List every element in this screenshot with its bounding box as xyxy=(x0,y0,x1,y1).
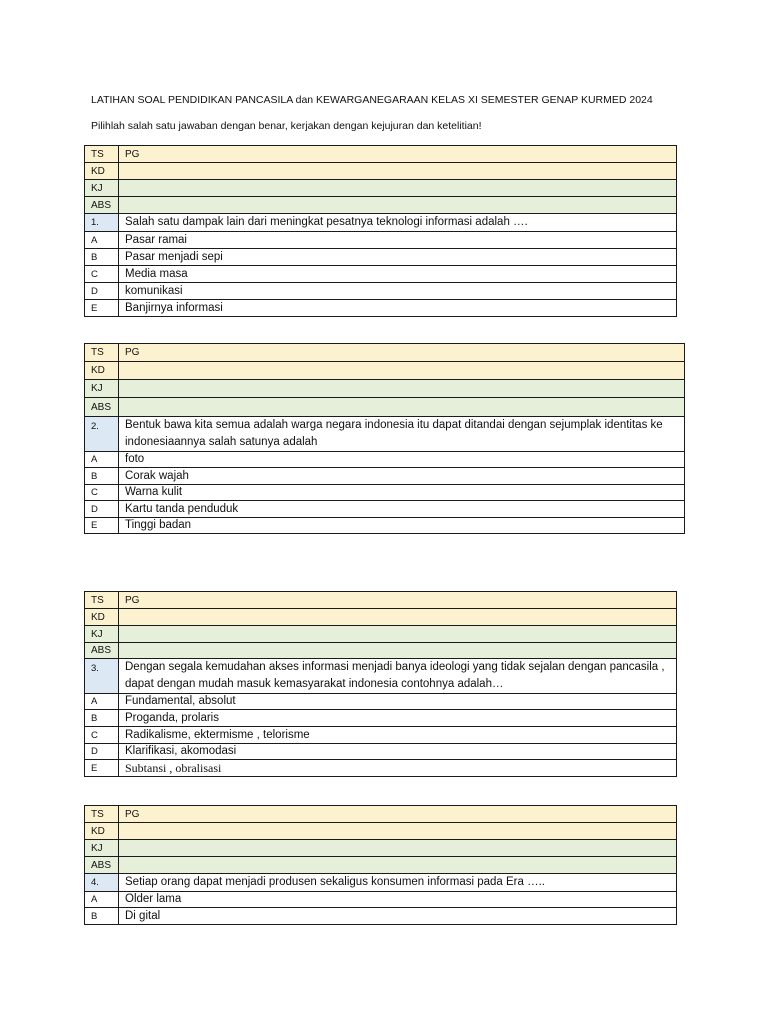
kj-label: KJ xyxy=(85,840,119,857)
kd-label: KD xyxy=(85,163,119,180)
option-text: Warna kulit xyxy=(119,485,685,501)
question-number: 2. xyxy=(85,417,119,452)
option-text: Media masa xyxy=(119,266,677,283)
abs-label: ABS xyxy=(85,643,119,659)
abs-value xyxy=(119,643,677,659)
pg-label: PG xyxy=(119,806,677,823)
option-text: foto xyxy=(119,452,685,468)
ts-label: TS xyxy=(85,146,119,163)
pg-label: PG xyxy=(119,592,677,609)
option-text: Pasar ramai xyxy=(119,232,677,249)
question-text: Bentuk bawa kita semua adalah warga negara indonesia itu dapat ditandai dengan sejumplak identitas ke indonesiaannya salah satunya adalah xyxy=(119,417,685,452)
option-letter: A xyxy=(85,892,119,908)
question-number: 1. xyxy=(85,214,119,232)
option-text: komunikasi xyxy=(119,283,677,300)
option-text: Banjirnya informasi xyxy=(119,300,677,317)
kj-label: KJ xyxy=(85,180,119,197)
kj-value xyxy=(119,180,677,197)
abs-value xyxy=(119,857,677,874)
pg-label: PG xyxy=(119,146,677,163)
option-letter: A xyxy=(85,452,119,468)
option-text: Di gital xyxy=(119,908,677,925)
ts-label: TS xyxy=(85,592,119,609)
option-text: Older lama xyxy=(119,892,677,908)
option-text: Klarifikasi, akomodasi xyxy=(119,744,677,760)
option-letter: A xyxy=(85,232,119,249)
question-text: Salah satu dampak lain dari meningkat pesatnya teknologi informasi adalah …. xyxy=(119,214,677,232)
option-letter: C xyxy=(85,727,119,744)
abs-label: ABS xyxy=(85,197,119,214)
question-text: Setiap orang dapat menjadi produsen sekaligus konsumen informasi pada Era ….. xyxy=(119,874,677,892)
option-letter: E xyxy=(85,760,119,777)
abs-value xyxy=(119,197,677,214)
option-text: Fundamental, absolut xyxy=(119,694,677,710)
option-letter: B xyxy=(85,908,119,925)
instruction-text: Pilihlah salah satu jawaban dengan benar, kerjakan dengan kejujuran dan ketelitian! xyxy=(91,120,482,132)
option-letter: B xyxy=(85,468,119,485)
question-table-4 xyxy=(84,805,677,925)
option-letter: A xyxy=(85,694,119,710)
option-letter: E xyxy=(85,300,119,317)
kd-label: KD xyxy=(85,609,119,626)
option-letter: E xyxy=(85,518,119,534)
kd-value xyxy=(119,362,685,380)
option-text: Subtansi , obralisasi xyxy=(119,760,677,777)
question-number: 3. xyxy=(85,659,119,694)
pg-label: PG xyxy=(119,344,685,362)
option-letter: B xyxy=(85,710,119,727)
abs-label: ABS xyxy=(85,398,119,417)
document-title: LATIHAN SOAL PENDIDIKAN PANCASILA dan KEWARGANEGARAAN KELAS XI SEMESTER GENAP KURMED 2024 xyxy=(91,94,653,106)
kd-label: KD xyxy=(85,362,119,380)
question-table-3 xyxy=(84,591,677,777)
kj-value xyxy=(119,626,677,643)
ts-label: TS xyxy=(85,806,119,823)
kj-value xyxy=(119,380,685,398)
option-text: Radikalisme, ektermisme , telorisme xyxy=(119,727,677,744)
kd-label: KD xyxy=(85,823,119,840)
option-letter: C xyxy=(85,485,119,501)
kj-label: KJ xyxy=(85,626,119,643)
abs-value xyxy=(119,398,685,417)
option-letter: D xyxy=(85,283,119,300)
kj-label: KJ xyxy=(85,380,119,398)
abs-label: ABS xyxy=(85,857,119,874)
kd-value xyxy=(119,823,677,840)
question-table-2 xyxy=(84,343,685,534)
option-letter: D xyxy=(85,501,119,518)
question-table-1 xyxy=(84,145,677,317)
kj-value xyxy=(119,840,677,857)
option-text: Corak wajah xyxy=(119,468,685,485)
option-letter: D xyxy=(85,744,119,760)
option-text: Tinggi badan xyxy=(119,518,685,534)
option-letter: B xyxy=(85,249,119,266)
question-text: Dengan segala kemudahan akses informasi menjadi banya ideologi yang tidak sejalan dengan pancasila , dapat dengan mudah masuk kemasyarakat indonesia contohnya adalah… xyxy=(119,659,677,694)
ts-label: TS xyxy=(85,344,119,362)
question-number: 4. xyxy=(85,874,119,892)
option-text: Pasar menjadi sepi xyxy=(119,249,677,266)
option-text: Proganda, prolaris xyxy=(119,710,677,727)
kd-value xyxy=(119,609,677,626)
option-text: Kartu tanda penduduk xyxy=(119,501,685,518)
kd-value xyxy=(119,163,677,180)
option-letter: C xyxy=(85,266,119,283)
